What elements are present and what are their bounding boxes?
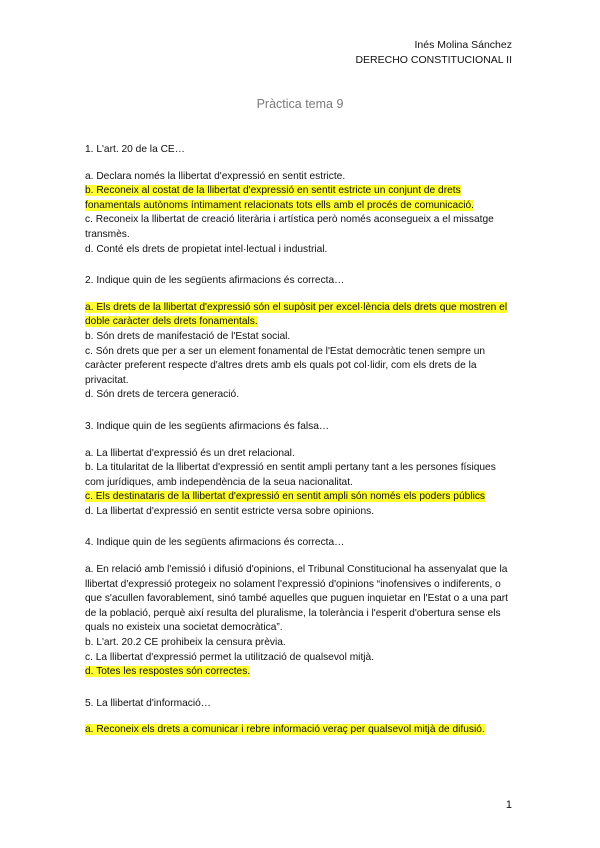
answer-option-text: b. Reconeix al costat de la llibertat d'expressió en sentit estricte un conjunt de drets fonamentals autònoms íntimament relacionats tots ells amb el procés de comunicació. — [85, 185, 475, 211]
question-title: 2. Indique quin de les següents afirmacions és correcta… — [85, 275, 345, 287]
answer-option — [85, 388, 515, 403]
answer-option-highlighted — [85, 301, 515, 330]
answer-option — [85, 651, 515, 666]
answer-option-text: d. Conté els drets de propietat intel·lectual i industrial. — [85, 243, 328, 255]
question-block — [85, 536, 515, 679]
answer-option-highlighted — [85, 490, 515, 505]
question-title: 1. L'art. 20 de la CE… — [85, 144, 185, 155]
answer-option — [85, 636, 515, 651]
answer-option-text: b. Són drets de manifestació de l'Estat social. — [85, 330, 291, 342]
answer-option-text: d. Són drets de tercera generació. — [85, 389, 240, 401]
document-title: Pràctica tema 9 — [256, 97, 344, 111]
question-spacer — [85, 523, 515, 536]
answer-option-text: a. Reconeix els drets a comunicar i rebre informació veraç per qualsevol mitjà de difusió. — [85, 724, 485, 736]
answer-option-text: c. Reconeix la llibertat de creació literària i artística però només aconsegueix a el missatge transmès. — [85, 214, 494, 240]
answer-option-text: a. La llibertat d'expressió és un dret relacional. — [85, 447, 295, 459]
question-title: 3. Indique quin de les següents afirmacions és falsa… — [85, 420, 330, 432]
answer-option — [85, 345, 515, 389]
answer-option-highlighted — [85, 723, 515, 738]
answer-option — [85, 243, 515, 258]
answer-option-text: a. Declara només la llibertat d'expressió en sentit estricte. — [85, 170, 346, 182]
author-name: Inés Molina Sánchez — [414, 39, 512, 51]
answer-option — [85, 447, 515, 462]
answer-option-highlighted — [85, 184, 515, 213]
question-title: 4. Indique quin de les següents afirmacions és correcta… — [85, 537, 345, 549]
answer-option — [85, 563, 515, 636]
answer-option — [85, 505, 515, 520]
answer-option-text: c. Els destinataris de la llibertat d'expressió en sentit ampli són només els poders públics — [85, 491, 486, 503]
questions-list — [85, 143, 515, 742]
question-block — [85, 697, 515, 738]
answer-option — [85, 170, 515, 185]
question-title: 5. La llibertat d'informació… — [85, 697, 211, 709]
answer-option-text: b. L'art. 20.2 CE prohibeix la censura prèvia. — [85, 637, 286, 649]
answer-option — [85, 461, 515, 490]
answer-option-highlighted — [85, 665, 515, 680]
answer-option-text: b. La titularitat de la llibertat d'expressió en sentit ampli pertany tant a les persones físiques com jurídiques, amb independència de la seua nacionalitat. — [85, 462, 496, 488]
question-block — [85, 143, 515, 257]
question-block — [85, 274, 515, 403]
answer-option — [85, 330, 515, 345]
answer-option-text: c. La llibertat d'expressió permet la utilització de qualsevol mitjà. — [85, 651, 375, 663]
answer-option-text: a. Els drets de la llibertat d'expressió són el supòsit per excel·lència dels drets que mostren el doble caràcter dels drets fonamentals. — [85, 301, 508, 328]
answer-option-text: d. La llibertat d'expressió en sentit estricte versa sobre opinions. — [85, 505, 375, 517]
question-spacer — [85, 261, 515, 274]
answer-option-text: c. Són drets que per a ser un element fonamental de l'Estat democràtic tenen sempre un caràcter preferent respecte d'altres drets amb els quals pot col·lidir, com els drets de la privacitat. — [85, 345, 486, 386]
question-spacer — [85, 684, 515, 697]
page-number: 1 — [505, 799, 512, 811]
answer-option-text: a. En relació amb l'emissió i difusió d'opinions, el Tribunal Constitucional ha assenyalat que la llibertat d'expressió protegeix no solament l'expressió d'opinions “inofensives o indiferents, o que s'acullen favorablement, sinó també aquelles que puguen inquietar en l'Estat o a una part de la població, perquè així resulta del pluralisme, la tolerància i l'esperit d'obertura sense els quals no existeix una societat democràtica”. — [85, 564, 508, 634]
answer-option-text: d. Totes les respostes són correctes. — [85, 666, 251, 678]
page-header — [355, 38, 512, 68]
answer-option — [85, 213, 515, 242]
question-block — [85, 420, 515, 520]
question-spacer — [85, 407, 515, 420]
course-name: DERECHO CONSTITUCIONAL II — [355, 54, 512, 66]
